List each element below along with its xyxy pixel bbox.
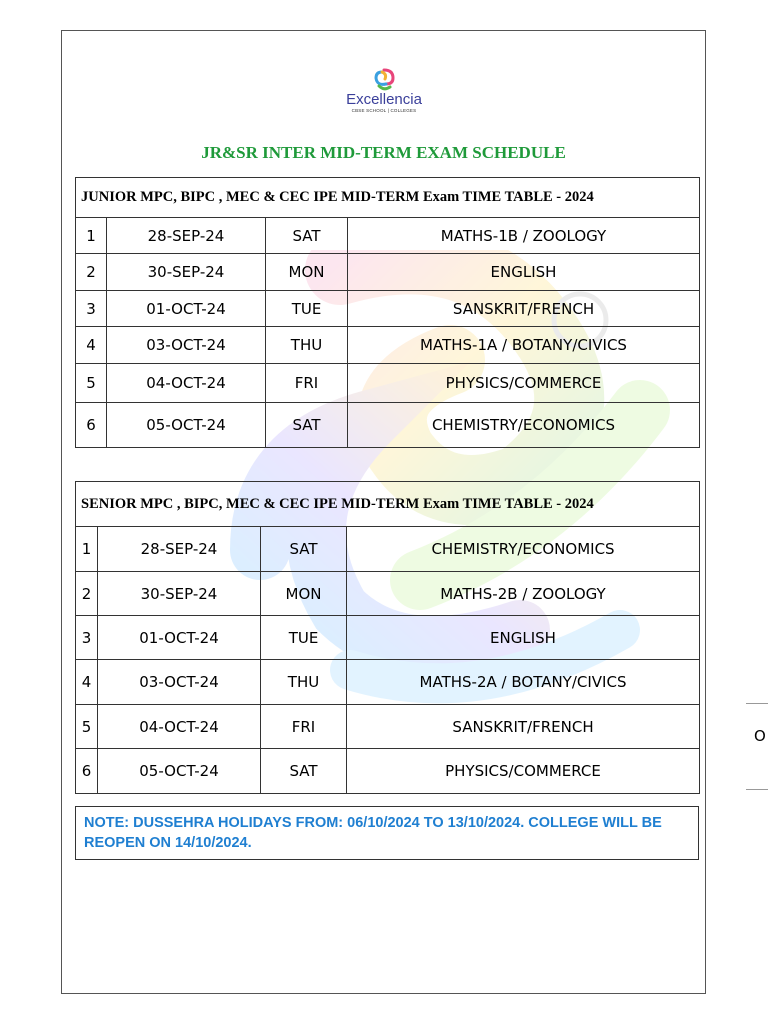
date-cell: 03-OCT-24 [107, 327, 266, 364]
logo-swirl-icon [373, 68, 395, 92]
serial-cell: 2 [76, 254, 107, 291]
serial-cell: 4 [76, 660, 98, 705]
table-row [76, 218, 700, 254]
serial-cell: 3 [76, 616, 98, 660]
table-row [76, 705, 700, 749]
serial-cell: 1 [76, 527, 98, 572]
serial-cell: 6 [76, 749, 98, 794]
table-row [76, 291, 700, 327]
date-cell: 04-OCT-24 [107, 364, 266, 403]
side-divider-bottom [746, 789, 768, 790]
date-cell: 30-SEP-24 [107, 254, 266, 291]
day-cell: TUE [261, 616, 347, 660]
note-text: DUSSEHRA HOLIDAYS FROM: 06/10/2024 TO 13/10/2024. COLLEGE WILL BE REOPEN ON 14/10/2024. [84, 815, 662, 851]
side-divider-top [746, 703, 768, 704]
junior-timetable [75, 177, 700, 448]
serial-cell: 2 [76, 572, 98, 616]
day-cell: FRI [261, 705, 347, 749]
subject-cell: PHYSICS/COMMERCE [348, 364, 700, 403]
date-cell: 05-OCT-24 [98, 749, 261, 794]
subject-cell: MATHS-2B / ZOOLOGY [347, 572, 700, 616]
day-cell: SAT [266, 403, 348, 448]
logo-name: Excellencia [346, 91, 422, 108]
day-cell: MON [261, 572, 347, 616]
table-row [76, 327, 700, 364]
serial-cell: 5 [76, 364, 107, 403]
subject-cell: PHYSICS/COMMERCE [347, 749, 700, 794]
side-text-fragment: O [754, 727, 766, 745]
day-cell: SAT [261, 749, 347, 794]
date-cell: 01-OCT-24 [107, 291, 266, 327]
junior-table-header: JUNIOR MPC, BIPC , MEC & CEC IPE MID-TERM Exam TIME TABLE - 2024 [76, 178, 700, 218]
serial-cell: 5 [76, 705, 98, 749]
subject-cell: MATHS-1B / ZOOLOGY [348, 218, 700, 254]
serial-cell: 6 [76, 403, 107, 448]
subject-cell: MATHS-1A / BOTANY/CIVICS [348, 327, 700, 364]
subject-cell: CHEMISTRY/ECONOMICS [348, 403, 700, 448]
subject-cell: SANSKRIT/FRENCH [347, 705, 700, 749]
day-cell: SAT [261, 527, 347, 572]
day-cell: TUE [266, 291, 348, 327]
subject-cell: ENGLISH [348, 254, 700, 291]
date-cell: 01-OCT-24 [98, 616, 261, 660]
day-cell: THU [261, 660, 347, 705]
holiday-note [75, 806, 699, 860]
table-row [76, 660, 700, 705]
date-cell: 30-SEP-24 [98, 572, 261, 616]
date-cell: 04-OCT-24 [98, 705, 261, 749]
excellencia-logo [336, 68, 432, 124]
day-cell: SAT [266, 218, 348, 254]
date-cell: 28-SEP-24 [107, 218, 266, 254]
table-row [76, 403, 700, 448]
serial-cell: 1 [76, 218, 107, 254]
senior-table-header: SENIOR MPC , BIPC, MEC & CEC IPE MID-TERM Exam TIME TABLE - 2024 [76, 482, 700, 527]
table-row [76, 616, 700, 660]
logo-tagline: CBSE SCHOOL | COLLEGES [351, 108, 417, 113]
subject-cell: MATHS-2A / BOTANY/CIVICS [347, 660, 700, 705]
subject-cell: CHEMISTRY/ECONOMICS [347, 527, 700, 572]
table-row [76, 749, 700, 794]
day-cell: MON [266, 254, 348, 291]
table-row [76, 572, 700, 616]
note-prefix: NOTE: [84, 815, 134, 831]
subject-cell: SANSKRIT/FRENCH [348, 291, 700, 327]
day-cell: FRI [266, 364, 348, 403]
serial-cell: 3 [76, 291, 107, 327]
table-row [76, 527, 700, 572]
senior-timetable [75, 481, 700, 794]
day-cell: THU [266, 327, 348, 364]
date-cell: 05-OCT-24 [107, 403, 266, 448]
date-cell: 28-SEP-24 [98, 527, 261, 572]
table-row [76, 254, 700, 291]
subject-cell: ENGLISH [347, 616, 700, 660]
serial-cell: 4 [76, 327, 107, 364]
table-row [76, 364, 700, 403]
page-title: JR&SR INTER MID-TERM EXAM SCHEDULE [201, 143, 566, 162]
date-cell: 03-OCT-24 [98, 660, 261, 705]
